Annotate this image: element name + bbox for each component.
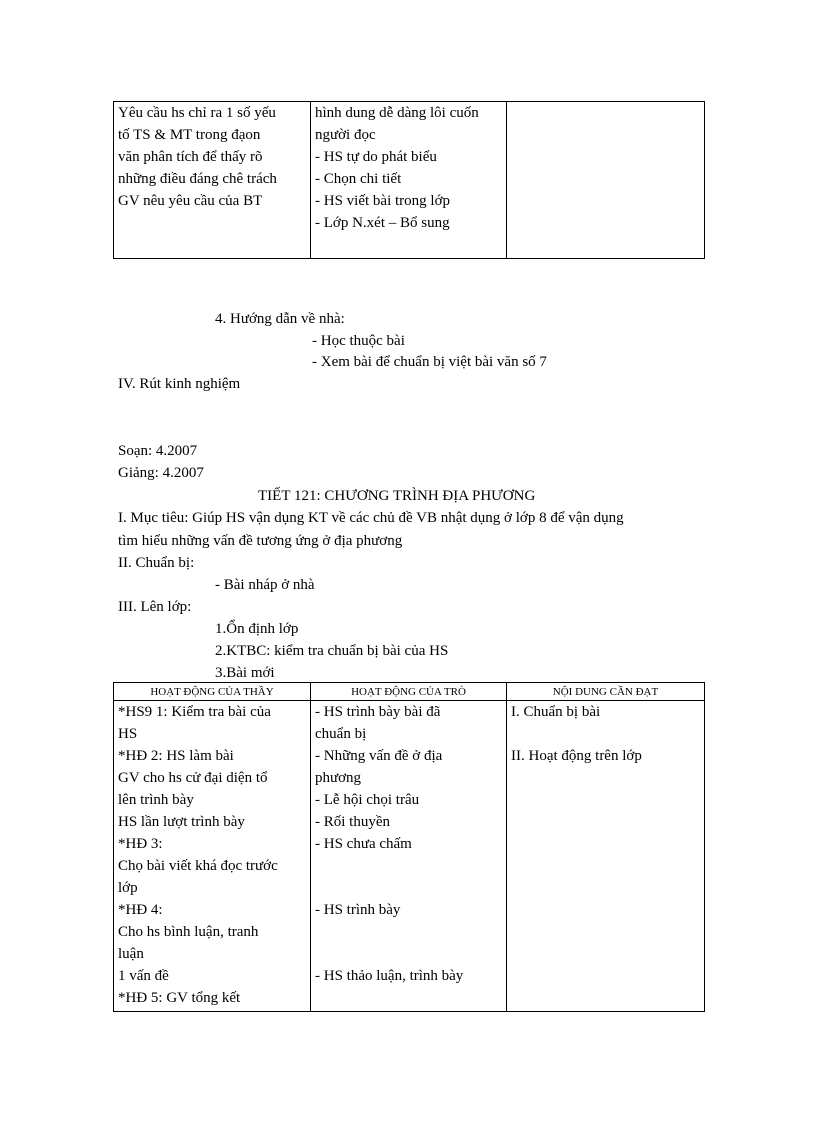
- content-line: II. Hoạt động trên lớp: [511, 748, 642, 764]
- content-line: I. Chuẩn bị bài: [511, 704, 601, 720]
- teacher-line: lên trình bày: [118, 792, 194, 808]
- table1-col2-line: hình dung dễ dàng lôi cuốn: [315, 105, 479, 121]
- class-step: 2.KTBC: kiểm tra chuẩn bị bài của HS: [215, 643, 449, 659]
- table1-col3: [507, 102, 705, 259]
- teacher-line: *HĐ 3:: [118, 836, 163, 852]
- date-soan: Soạn: 4.2007: [118, 443, 198, 459]
- teacher-line: *HĐ 2: HS làm bài: [118, 748, 234, 764]
- content-cell: [507, 701, 705, 1012]
- section-iv-heading: IV. Rút kinh nghiệm: [118, 376, 241, 392]
- teacher-line: Cho hs bình luận, tranh: [118, 924, 259, 940]
- teacher-line: *HĐ 5: GV tổng kết: [118, 990, 241, 1006]
- teacher-line: *HS9 1: Kiểm tra bài của: [118, 704, 271, 720]
- student-line: - Rối thuyền: [315, 814, 390, 830]
- teacher-line: luận: [118, 946, 144, 962]
- homework-heading: 4. Hướng dẫn về nhà:: [215, 311, 345, 327]
- prep-item: - Bài nháp ở nhà: [215, 577, 315, 593]
- table1-col2-line: người đọc: [315, 127, 376, 143]
- class-steps-heading: III. Lên lớp:: [118, 599, 192, 615]
- teacher-activity-cell: [114, 701, 311, 1012]
- spacer: [315, 877, 502, 899]
- activity-table-main: [113, 682, 705, 1012]
- student-line: - Những vấn đề ở địa: [315, 748, 443, 764]
- lesson-title: TIẾT 121: CHƯƠNG TRÌNH ĐỊA PHƯƠNG: [258, 488, 536, 504]
- spacer: [315, 855, 502, 877]
- header-teacher-activity: HOẠT ĐỘNG CỦA THẦY: [114, 683, 311, 701]
- spacer: [511, 723, 700, 745]
- student-line: - HS thảo luận, trình bày: [315, 968, 464, 984]
- student-line: - HS chưa chấm: [315, 836, 412, 852]
- activity-table-top: [113, 101, 705, 259]
- teacher-line: *HĐ 4:: [118, 902, 163, 918]
- student-line: - HS trình bày bài đã: [315, 704, 441, 720]
- table1-col1-line: Yêu cầu hs chỉ ra 1 số yếu: [118, 105, 276, 121]
- student-activity-cell: [311, 701, 507, 1012]
- table1-col1: [114, 102, 311, 259]
- homework-item: - Xem bài để chuẩn bị việt bài văn số 7: [312, 354, 547, 370]
- table1-col2-line: - Chọn chi tiết: [315, 171, 402, 187]
- header-content: NỘI DUNG CẦN ĐẠT: [507, 683, 705, 701]
- table1-col1-line: tố TS & MT trong đạon: [118, 127, 261, 143]
- table1-col2-line: - Lớp N.xét – Bổ sung: [315, 215, 450, 231]
- student-line: phương: [315, 770, 362, 786]
- class-step: 1.Ổn định lớp: [215, 621, 299, 637]
- header-student-activity: HOẠT ĐỘNG CỦA TRÒ: [311, 683, 507, 701]
- teacher-line: GV cho hs cử đại diện tổ: [118, 770, 268, 786]
- spacer: [315, 921, 502, 943]
- teacher-line: 1 vấn đề: [118, 968, 169, 984]
- class-step: 3.Bài mới: [215, 665, 275, 681]
- table1-col1-line: những điều đáng chê trách: [118, 171, 277, 187]
- objectives-line: I. Mục tiêu: Giúp HS vận dụng KT về các chủ đề VB nhật dụng ở lớp 8 để vận dụng: [118, 510, 624, 526]
- table1-col2: [311, 102, 507, 259]
- teacher-line: HS: [118, 726, 138, 742]
- prep-heading: II. Chuẩn bị:: [118, 555, 195, 571]
- table1-col2-line: - HS tự do phát biểu: [315, 149, 437, 165]
- teacher-line: Chọ bài viết khá đọc trước: [118, 858, 278, 874]
- student-line: - HS trình bày: [315, 902, 401, 918]
- spacer: [315, 943, 502, 965]
- table1-col2-line: - HS viết bài trong lớp: [315, 193, 450, 209]
- teacher-line: lớp: [118, 880, 138, 896]
- objectives-line: tìm hiểu những vấn đề tương ứng ở địa phương: [118, 533, 403, 549]
- homework-item: - Học thuộc bài: [312, 333, 405, 349]
- student-line: chuẩn bị: [315, 726, 367, 742]
- student-line: - Lễ hội chọi trâu: [315, 792, 420, 808]
- teacher-line: HS lần lượt trình bày: [118, 814, 245, 830]
- table1-col1-line: GV nêu yêu cầu của BT: [118, 193, 263, 209]
- table1-col1-line: văn phân tích để thấy rõ: [118, 149, 263, 165]
- date-giang: Giảng: 4.2007: [118, 465, 204, 481]
